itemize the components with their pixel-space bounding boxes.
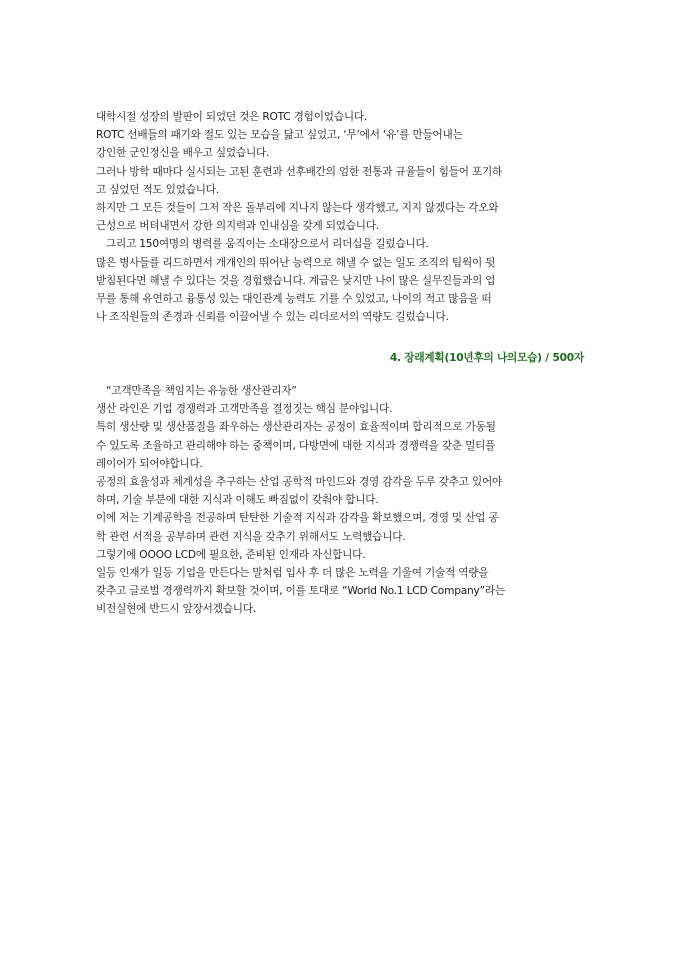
text-line: 많은 병사들를 리드하면서 개개인의 뛰어난 능력으로 해낼 수 없는 일도 조직의 팀웍이 뒷 (96, 256, 496, 269)
text-line: 받침된다면 해낼 수 있다는 것을 경험했습니다. 계급은 낮지만 나이 많은 실무진들과의 업 (96, 274, 496, 287)
text-line: 그러나 방학 때마다 실시되는 고된 훈련과 선후배간의 엄한 전통과 규율들이 힘들어 포기하 (96, 165, 503, 178)
future-plan-section (96, 382, 584, 619)
text-line: 강인한 군인정신을 배우고 싶었습니다. (96, 147, 270, 160)
section-heading-future-plan: 4. 장래계획(10년후의 나의모습) / 500자 (389, 352, 584, 364)
text-line: 그렇기에 OOOO LCD에 필요한, 준비된 인재라 자신합니다. (96, 548, 366, 561)
text-line: 대학시절 성장의 발판이 되었던 것은 ROTC 경험이었습니다. (96, 111, 368, 123)
text-line: 갖추고 글로벌 경쟁력까지 확보할 것이며, 이를 토대로 “World No.1 LCD Company”라는 (96, 585, 505, 598)
text-line: 근성으로 버텨내면서 강한 의지력과 인내심을 갖게 되었습니다. (96, 220, 380, 233)
text-line: ROTC 선배들의 패기와 절도 있는 모습을 닮고 싶었고, ‘무’에서 ‘유’를 만들어내는 (96, 129, 463, 142)
rotc-paragraph (96, 108, 584, 326)
text-line: 그리고 150여명의 병력를 움직이는 소대장으로서 리더십을 길렀습니다. (106, 238, 429, 251)
text-line: 무를 통해 유연하고 융통성 있는 대인관계 능력도 기를 수 있었고, 나이의 적고 많음을 떠 (96, 293, 492, 306)
text-line: 나 조직원들의 존경과 신뢰를 이끌어낼 수 있는 리더로서의 역량도 길렀습니다. (96, 311, 449, 324)
text-line: 고 싶었던 적도 있었습니다. (96, 183, 220, 196)
text-line: 이에 저는 기계공학을 전공하며 탄탄한 기술적 지식과 감각을 확보했으며, 경영 및 산업 공 (96, 512, 499, 525)
text-line: 하며, 기술 부분에 대한 지식과 이해도 빠짐없이 갖춰야 합니다. (96, 494, 379, 507)
text-line: 수 있도록 조율하고 관리해야 하는 중책이며, 다방면에 대한 지식과 경쟁력을 갖춘 멀티플 (96, 439, 496, 452)
future-plan-paragraph (96, 382, 584, 619)
text-line: 레이어가 되어야합니다. (96, 457, 203, 470)
text-line: “고객만족을 책임지는 유능한 생산관리자” (106, 385, 297, 397)
text-line: 공정의 효율성과 체계성을 추구하는 산업 공학적 마인드와 경영 감각을 두루 갖추고 있어야 (96, 476, 503, 489)
text-line: 비전실현에 반드시 앞장서겠습니다. (96, 603, 257, 616)
text-line: 특히 생산량 및 생산품질을 좌우하는 생산관리자는 공정이 효율적이며 합리적으로 가동될 (96, 421, 496, 434)
text-line: 생산 라인은 기업 경쟁력과 고객만족을 결정짓는 핵심 분야입니다. (96, 403, 393, 416)
text-line: 학 관련 서적을 공부하며 관련 지식을 갖추기 위해서도 노력했습니다. (96, 530, 406, 543)
text-line: 하지만 그 모든 것들이 그저 작은 돌부리에 지나지 않는다 생각했고, 지지 않겠다는 각오와 (96, 202, 499, 215)
text-line: 일등 인재가 일등 기업을 만든다는 말처럼 입사 후 더 많은 노력을 기울여 기술적 역량을 (96, 567, 489, 580)
rotc-experience-section (96, 108, 584, 326)
